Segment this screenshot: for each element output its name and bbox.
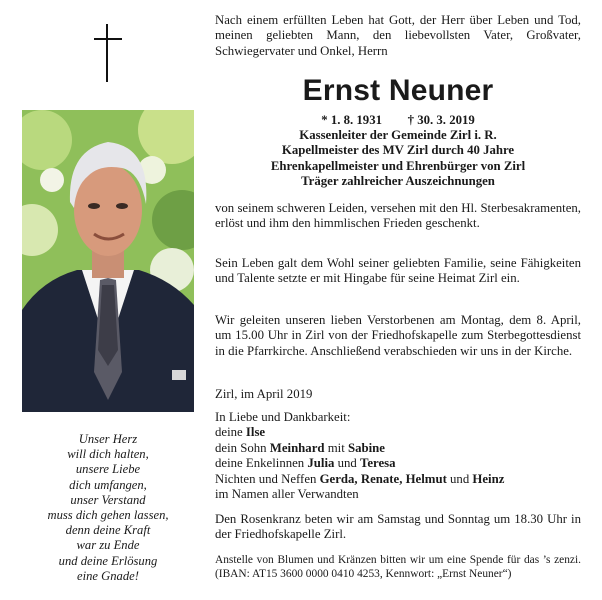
verse-line: denn deine Kraft <box>65 523 151 538</box>
verse-line: und deine Erlösung <box>58 553 158 568</box>
family-relatives: im Namen aller Verwandten <box>215 487 359 502</box>
paragraph-funeral: Wir geleiten unseren lieben Verstorbenen am Montag, dem 8. April, um 15.00 Uhr in Zirl von der Friedhofskapelle zum Sterbegottesdienst in die Pfarrkirche. Anschließend verabschieden wir uns in der Kirche. <box>215 313 581 358</box>
family-grandchildren: deine Enkelinnen Julia und Teresa <box>215 456 396 471</box>
family-nieces-nephews: Nichten und Neffen Gerda, Renate, Helmut und Heinz <box>215 471 505 486</box>
life-dates: * 1. 8. 1931 † 30. 3. 2019 <box>321 113 475 127</box>
title-line: Ehrenkapellmeister und Ehrenbürger von Zirl <box>270 158 526 173</box>
memorial-verse <box>22 432 194 584</box>
family-intro: In Liebe und Dankbarkeit: <box>215 410 351 424</box>
paragraph-life: Sein Leben galt dem Wohl seiner geliebten Familie, seine Fähigkeiten und Talente setzte er mit Hingabe für seine Heimat Zirl ein. <box>215 256 581 286</box>
title-line: Kassenleiter der Gemeinde Zirl i. R. <box>299 128 497 142</box>
donation-note: Anstelle von Blumen und Kränzen bitten wir um eine Spende für das ’s zenzi. (IBAN: AT15 3600 0000 0410 4253, Kennwort: „Ernst Neuner“) <box>215 554 581 580</box>
family-wife: deine Ilse <box>215 425 266 440</box>
rosary-notice: Den Rosenkranz beten wir am Samstag und Sonntag um 18.30 Uhr in der Friedhofskapelle Zirl. <box>215 512 581 542</box>
verse-line: Unser Herz <box>78 432 138 446</box>
place-date: Zirl, im April 2019 <box>215 387 313 401</box>
family-son: dein Sohn Meinhard mit Sabine <box>215 440 385 455</box>
verse-line: eine Gnade! <box>77 568 139 583</box>
deceased-name: Ernst Neuner <box>302 74 494 107</box>
verse-line: dich umfangen, <box>69 477 147 492</box>
cross-icon <box>94 24 122 82</box>
portrait-photo <box>22 110 194 412</box>
intro-text: Nach einem erfüllten Leben hat Gott, der Herr über Leben und Tod, meinen geliebten Mann, den liebevollsten Vater, Großvater, Schwiegervater und Onkel, Herrn <box>215 13 581 58</box>
verse-line: war zu Ende <box>76 538 140 553</box>
honorary-titles <box>215 128 581 189</box>
title-line: Träger zahlreicher Auszeichnungen <box>301 173 495 188</box>
verse-line: unser Verstand <box>70 492 146 507</box>
verse-line: will dich halten, <box>67 447 149 462</box>
family-signatures <box>215 410 581 502</box>
paragraph-passing: von seinem schweren Leiden, versehen mit den Hl. Sterbesakramenten, erlöst und ihm den himmlischen Frieden geschenkt. <box>215 201 581 231</box>
verse-line: unsere Liebe <box>75 462 141 477</box>
title-line: Kapellmeister des MV Zirl durch 40 Jahre <box>281 143 515 158</box>
verse-line: muss dich gehen lassen, <box>47 508 169 523</box>
